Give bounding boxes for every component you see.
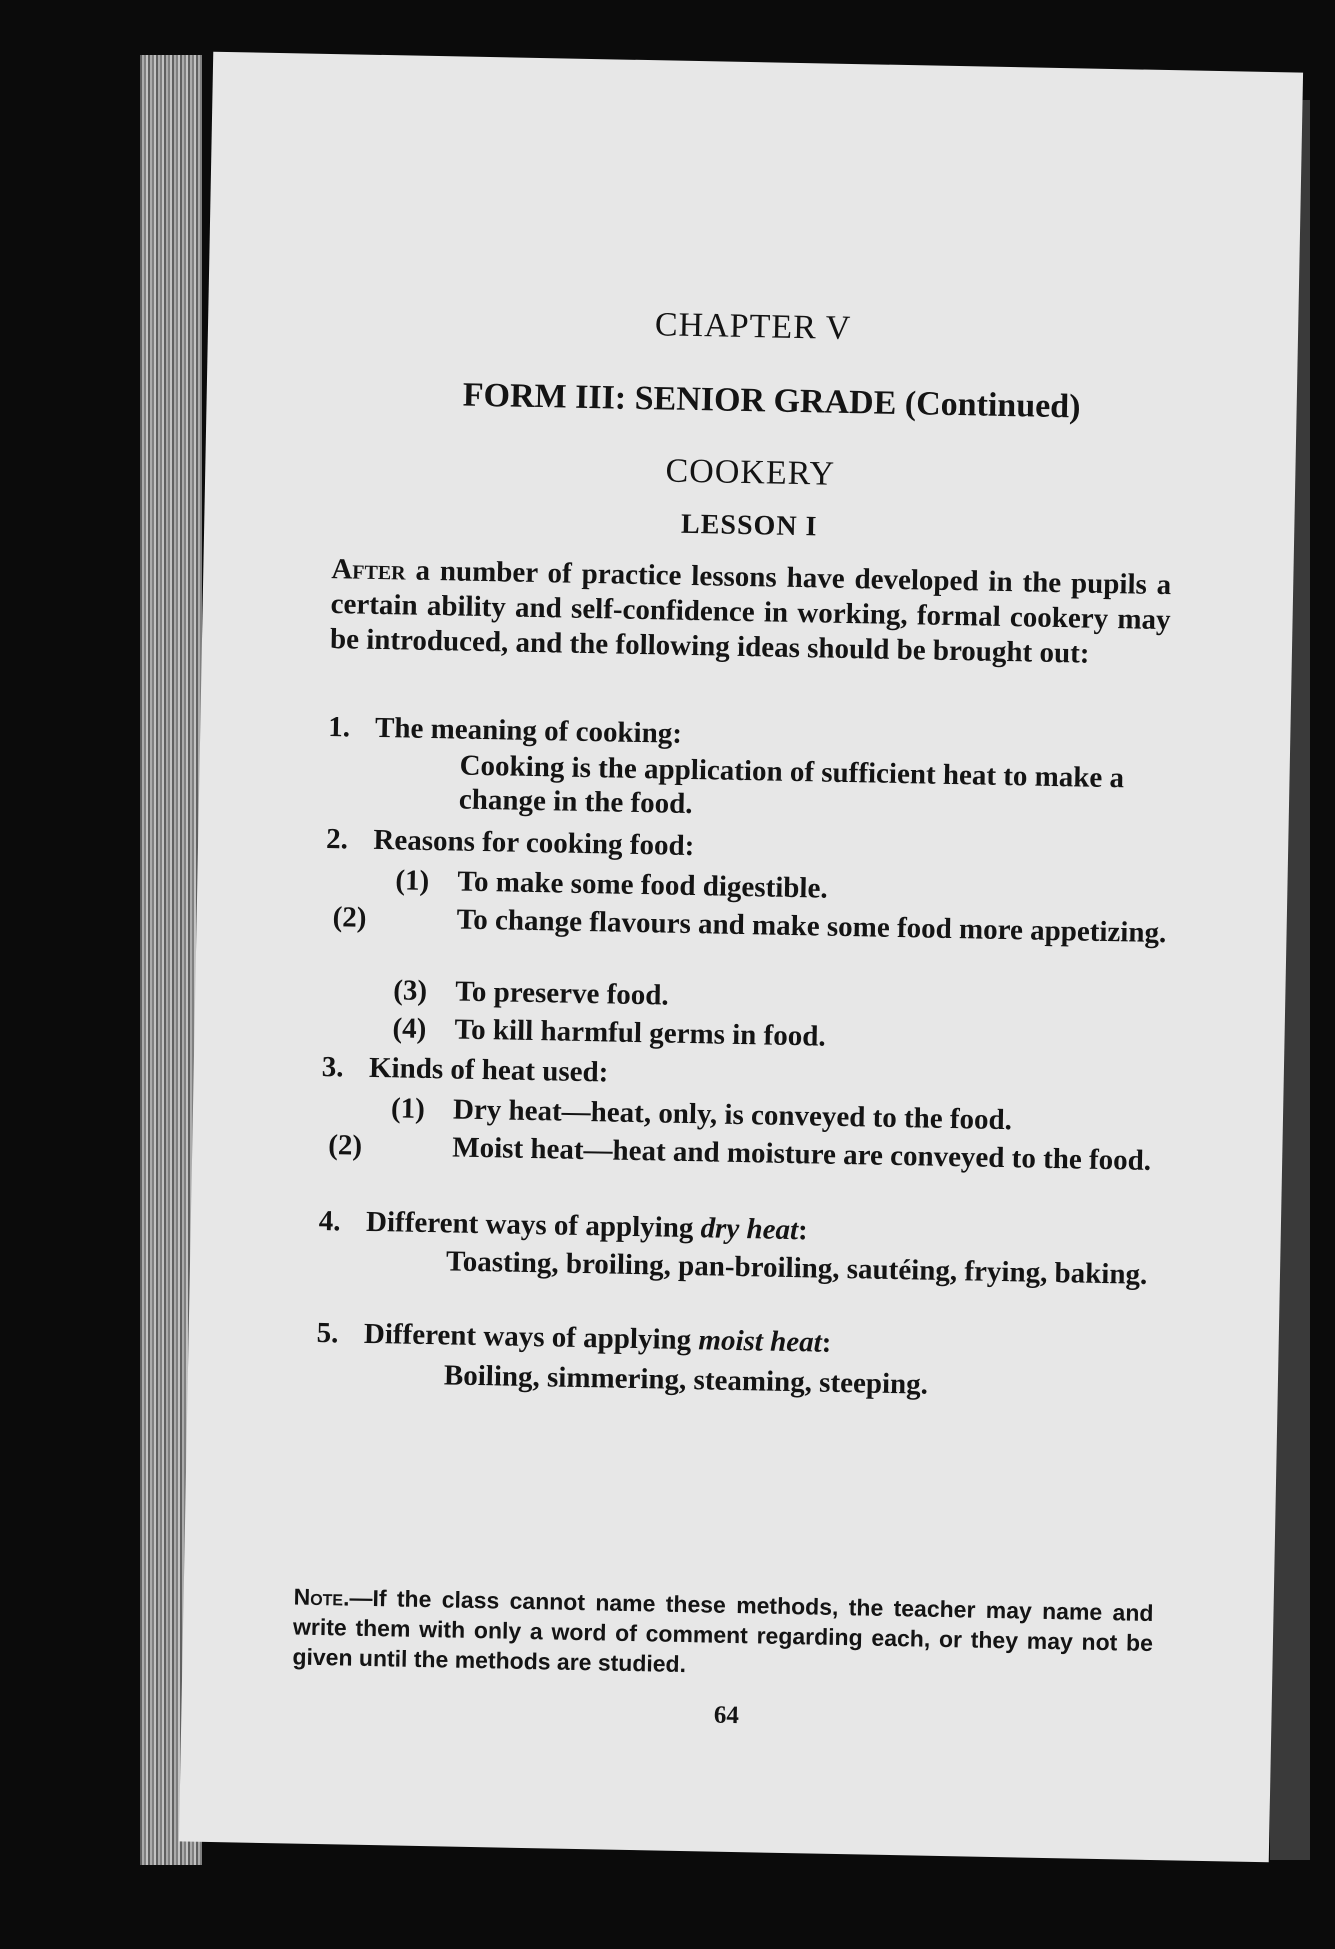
sub-text: To change flavours and make some food more appetizing. xyxy=(456,903,1167,950)
list-emphasis: dry heat xyxy=(700,1212,799,1247)
item4-detail: Toasting, broiling, pan-broiling, sautéing, frying, baking. xyxy=(445,1245,1148,1291)
sub-text: To make some food digestible. xyxy=(457,865,828,905)
list-text: Reasons for cooking food: xyxy=(373,823,695,863)
sub-text: To preserve food. xyxy=(454,975,670,1012)
intro-lead: After xyxy=(331,553,406,587)
list-number: 1. xyxy=(328,711,351,744)
list-text: Different ways of applying xyxy=(363,1317,692,1357)
list-text: Different ways of applying xyxy=(365,1205,694,1245)
sub-number: (4) xyxy=(392,1012,427,1045)
list-punct: : xyxy=(797,1214,809,1247)
sub-number: (2) xyxy=(332,901,367,934)
intro-text: a number of practice lessons have developed in the pupils a certain ability and self-confidence in working, formal cookery may be introduced, and the following ideas should be brought out: xyxy=(329,554,1172,670)
note-lead: Note. xyxy=(293,1583,350,1611)
list-text: Kinds of heat used: xyxy=(368,1051,609,1089)
sub-number: (3) xyxy=(392,974,428,1007)
form-continued: (Continued) xyxy=(904,385,1081,426)
sub-number: (1) xyxy=(395,864,430,897)
note-paragraph xyxy=(292,1582,1154,1688)
lesson-heading: LESSON I xyxy=(680,508,818,543)
sub-number: (1) xyxy=(390,1092,426,1125)
list-punct: : xyxy=(821,1326,832,1359)
sub-text: Dry heat—heat, only, is conveyed to the food. xyxy=(452,1093,1013,1137)
list-emphasis: moist heat xyxy=(698,1324,823,1359)
note-text: —If the class cannot name these methods, the teacher may name and write them with only a word of comment regarding each, or they may not be given until the methods are studied. xyxy=(292,1584,1154,1678)
book-page xyxy=(179,52,1303,1863)
sub-text: To kill harmful germs in food. xyxy=(454,1013,826,1053)
page-number: 64 xyxy=(713,1701,740,1730)
sub-text: Moist heat—heat and moisture are conveyed to the food. xyxy=(451,1131,1152,1177)
list-item-1 xyxy=(328,710,1188,761)
list-number: 3. xyxy=(321,1050,344,1084)
intro-paragraph xyxy=(330,552,1172,673)
chapter-heading: CHAPTER V xyxy=(654,306,852,347)
list-number: 5. xyxy=(316,1316,339,1350)
sub-number: (2) xyxy=(328,1129,363,1162)
list-text: The meaning of cooking: xyxy=(374,711,683,750)
list-number: 4. xyxy=(318,1204,341,1238)
item1-detail: Cooking is the application of sufficient heat to make a change in the food. xyxy=(458,749,1125,821)
form-heading xyxy=(206,372,1317,431)
list-number: 2. xyxy=(325,823,349,856)
form-title: FORM III: SENIOR GRADE xyxy=(462,376,897,422)
item5-detail: Boiling, simmering, steaming, steeping. xyxy=(443,1359,929,1401)
subject-heading: COOKERY xyxy=(665,452,836,493)
